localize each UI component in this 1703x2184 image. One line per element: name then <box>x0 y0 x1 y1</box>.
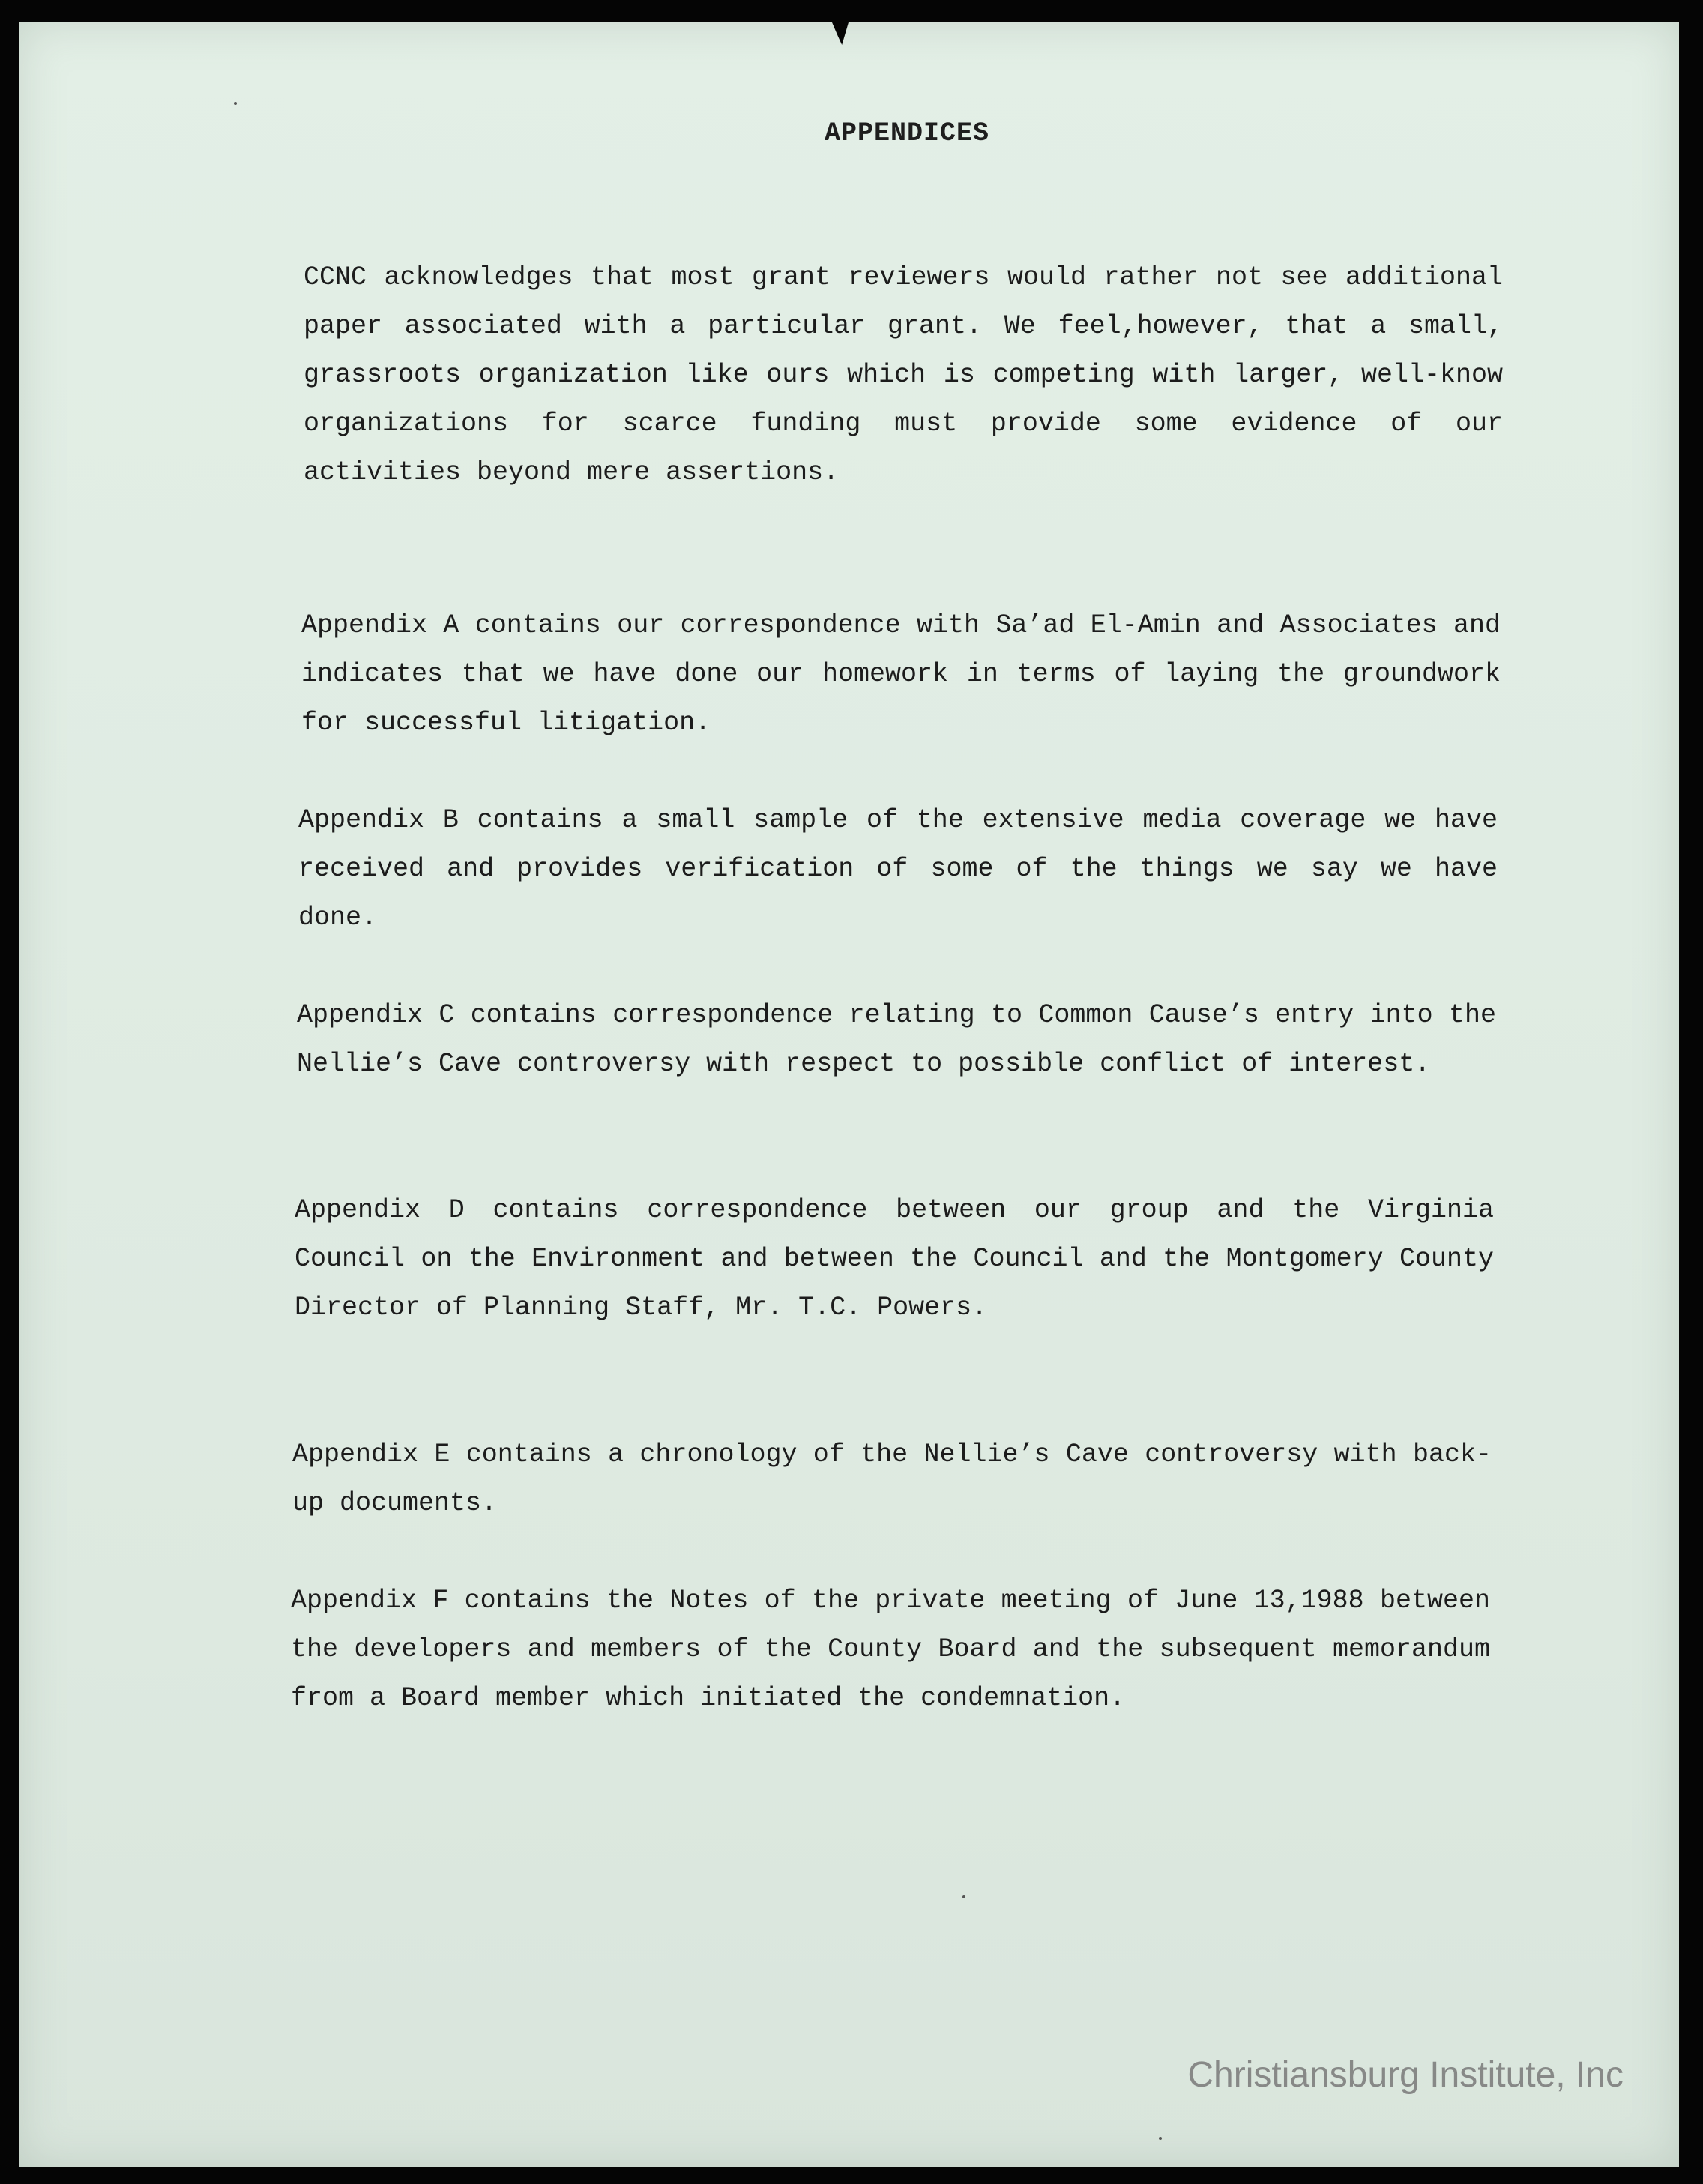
appendix-f-paragraph: Appendix F contains the Notes of the private meeting of June 13,1988 between the developers and members of the County Board and the subsequent memorandum from a Board member which initiated the condemnation. <box>291 1586 1490 1713</box>
paper-speck <box>1159 2137 1162 2140</box>
appendix-b-paragraph: Appendix B contains a small sample of the extensive media coverage we have received and provides verification of some of the things we say we have done. <box>298 805 1498 933</box>
appendix-e-paragraph: Appendix E contains a chronology of the Nellie’s Cave controversy with back-up documents. <box>292 1440 1492 1518</box>
archive-watermark: Christiansburg Institute, Inc <box>1187 2055 1624 2095</box>
paper-speck <box>234 102 237 105</box>
page-title: APPENDICES <box>824 118 990 148</box>
appendix-c-paragraph: Appendix C contains correspondence relating to Common Cause’s entry into the Nellie’s Cave controversy with respect to possible conflict of interest. <box>297 1000 1496 1079</box>
appendix-d-paragraph: Appendix D contains correspondence between our group and the Virginia Council on the Environment and between the Council and the Montgomery County Director of Planning Staff, Mr. T.C. Powers. <box>295 1195 1494 1323</box>
appendix-a-paragraph: Appendix A contains our correspondence with Sa’ad El-Amin and Associates and indicates that we have done our homework in terms of laying the groundwork for successful litigation. <box>301 610 1501 738</box>
paper-speck <box>962 1895 965 1898</box>
intro-paragraph: CCNC acknowledges that most grant reviewers would rather not see additional paper associated with a particular grant. We feel,however, that a small, grassroots organization like ours which is competing with larger, well-know organizations for scarce funding must provide some evidence of our activities beyond mere assertions. <box>304 262 1503 487</box>
